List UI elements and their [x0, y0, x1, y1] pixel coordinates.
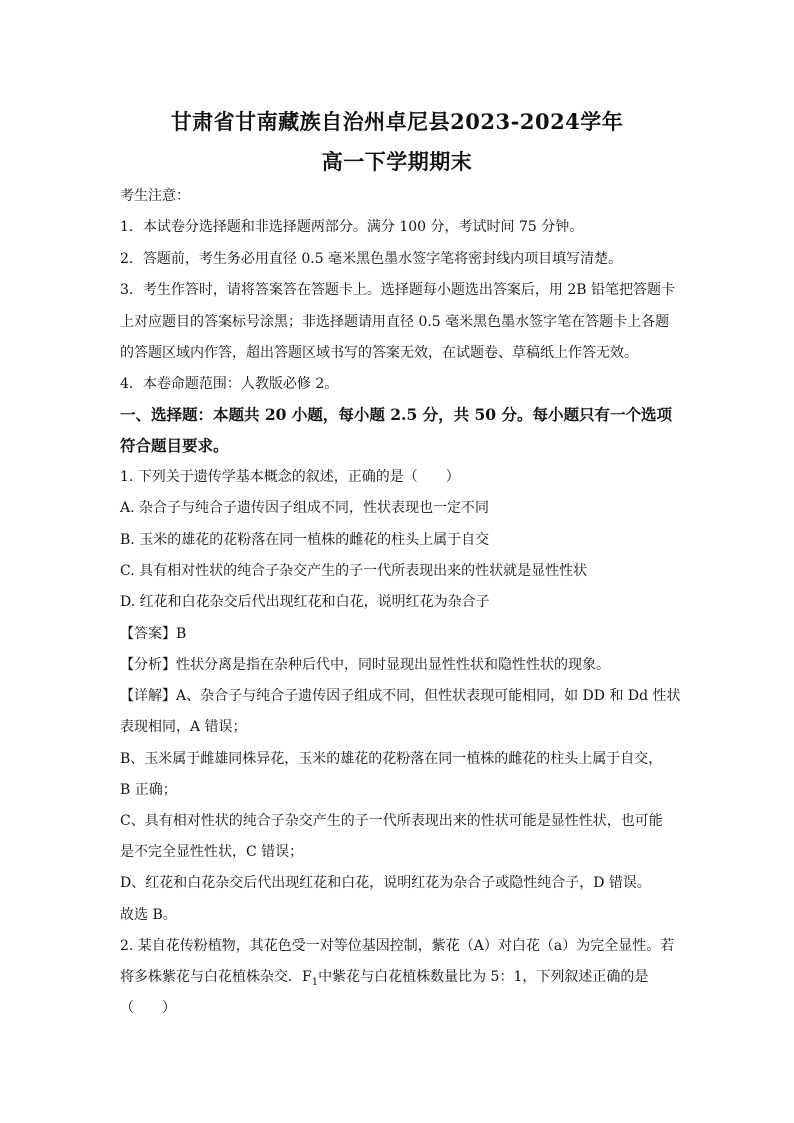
q1-option-b: B. 玉米的雄花的花粉落在同一植株的雌花的柱头上属于自交 [120, 532, 490, 548]
q1-option-d: D. 红花和白花杂交后代出现红花和白花，说明红花为杂合子 [120, 594, 490, 610]
q1-detail-line2: 表现相同，A 错误； [120, 719, 247, 735]
q2-stem-line2-post: 中紫花与白花植株数量比为 5：1，下列叙述正确的是 [318, 969, 649, 985]
q2-stem-line2 [120, 967, 648, 993]
q1-detail-line6: 是不完全显性性状，C 错误； [120, 844, 304, 860]
q1-detail-line3: B、玉米属于雌雄同株异花，玉米的雄花的花粉落在同一植株的雌花的柱头上属于自交， [120, 751, 663, 767]
note-3-line1: 3．考生作答时，请将答案答在答题卡上。选择题每小题选出答案后，用 2B 铅笔把答题卡 [120, 282, 676, 298]
note-4: 4．本卷命题范围：人教版必修 2。 [120, 376, 339, 392]
document-title-line2: 高一下学期期末 [321, 149, 473, 174]
q1-analysis: 【分析】性状分离是指在杂种后代中，同时显现出显性性状和隐性性状的现象。 [120, 657, 610, 673]
section1-heading-line2: 符合题目要求。 [120, 436, 229, 455]
q2-stem-line1: 2. 某自花传粉植物，其花色受一对等位基因控制，紫花（A）对白花（a）为完全显性。若 [120, 938, 675, 954]
q1-detail-line1: 【详解】A、杂合子与纯合子遗传因子组成不同，但性状表现可能相同，如 DD 和 Dd 性状 [120, 688, 681, 704]
q1-detail-line7: D、红花和白花杂交后代出现红花和白花，说明红花为杂合子或隐性纯合子，D 错误。 [120, 875, 651, 891]
q1-answer: 【答案】B [120, 626, 187, 642]
q2-stem-line3: （ ） [120, 1000, 176, 1016]
section1-heading-line1: 一、选择题：本题共 20 小题，每小题 2.5 分，共 50 分。每小题只有一个选项 [120, 405, 672, 424]
q2-stem-line2-pre: 将多株紫花与白花植株杂交．F [120, 969, 312, 985]
q1-detail-line5: C、具有相对性状的纯合子杂交产生的子一代所表现出来的性状可能是显性性状，也可能 [120, 813, 663, 829]
note-3-line3: 的答题区域内作答，超出答题区域书写的答案无效，在试题卷、草稿纸上作答无效。 [120, 345, 638, 361]
q1-option-c: C. 具有相对性状的纯合子杂交产生的子一代所表现出来的性状就是显性性状 [120, 563, 588, 579]
q1-detail-line4: B 正确； [120, 782, 177, 798]
q2-subscript: 1 [311, 976, 319, 988]
note-2: 2．答题前，考生务必用直径 0.5 毫米黑色墨水签字笔将密封线内项目填写清楚。 [120, 251, 623, 267]
q1-conclusion: 故选 B。 [120, 907, 177, 923]
note-1: 1．本试卷分选择题和非选择题两部分。满分 100 分，考试时间 75 分钟。 [120, 219, 584, 235]
note-3-line2: 上对应题目的答案标号涂黑；非选择题请用直径 0.5 毫米黑色墨水签字笔在答题卡上各题 [120, 314, 670, 330]
q1-option-a: A. 杂合子与纯合子遗传因子组成不同，性状表现也一定不同 [120, 500, 490, 516]
document-title-line1: 甘肃省甘南藏族自治州卓尼县2023-2024学年 [170, 109, 624, 134]
q1-stem: 1. 下列关于遗传学基本概念的叙述，正确的是（ ） [120, 469, 460, 485]
notes-heading: 考生注意： [120, 188, 190, 204]
